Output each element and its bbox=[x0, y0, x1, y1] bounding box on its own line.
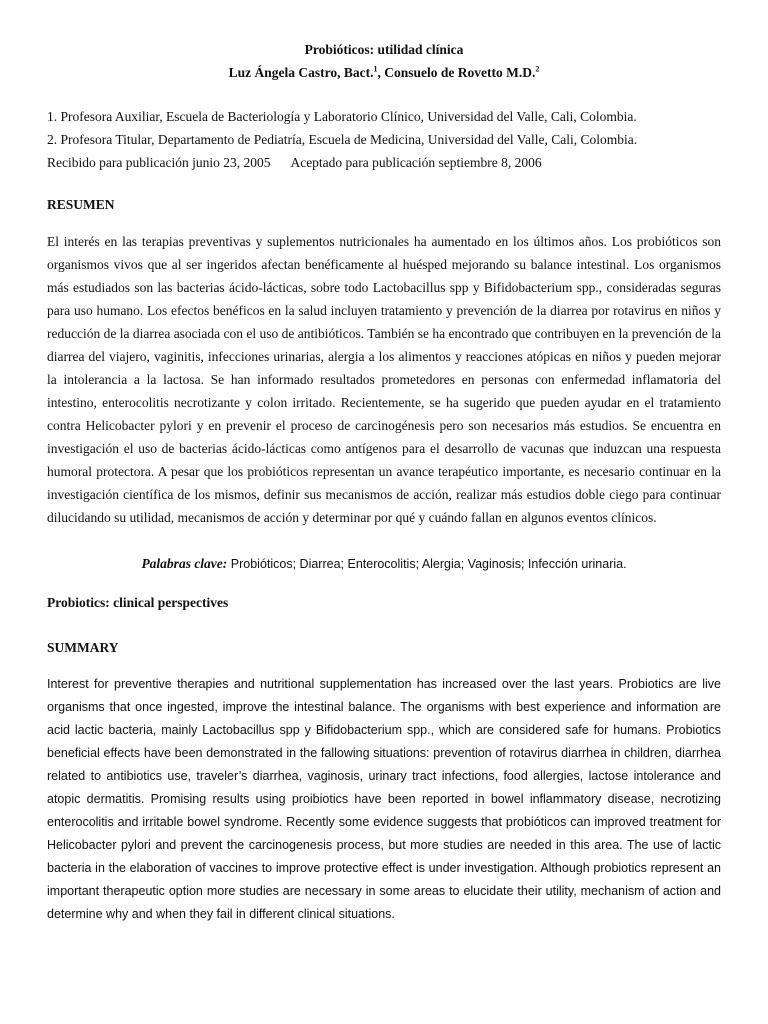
accepted-date: Aceptado para publicación septiembre 8, 2006 bbox=[290, 155, 542, 170]
affiliation-2: 2. Profesora Titular, Departamento de Pediatría, Escuela de Medicina, Universidad del Valle, Cali, Colombia. bbox=[47, 132, 638, 147]
paper-title: Probióticos: utilidad clínica bbox=[304, 42, 464, 57]
document-page bbox=[47, 38, 721, 926]
publication-dates bbox=[47, 151, 721, 174]
summary-text: Interest for preventive therapies and nutritional supplementation has increased over the last years. Probiotics are live organisms that once ingested, improve the intestinal balance. The organisms with best experience and information are acid lactic bacteria, mainly Lactobacillus spp y Bifidobacterium spp., which are considered safe for humans. Probiotics beneficial effects have been demonstrated in the fallowing situations: prevention of rotavirus diarrhea in children, diarrhea related to antibiotics use, traveler’s diarrhea, vaginosis, urinary tract infections, food allergies, lactose intolerance and atopic dermatitis. Promising results using proibiotics have been reported in bowel inflammatory disease, necrotizing enterocolitis and irritable bowel syndrome. Recently some evidence suggests that probióticos can improved treatment for Helicobacter pylori and prevent the carcinogenesis process, but more studies are needed in this area. The use of lactic bacteria in the elaboration of vaccines to improve protective effect is under investigation. Although probiotics represent an important therapeutic option more studies are necessary in some areas to elucidate their utility, mechanism of action and determine why and when they fail in different clinical situations. bbox=[47, 677, 721, 921]
resumen-text: El interés en las terapias preventivas y suplementos nutricionales ha aumentado en los últimos años. Los probióticos son organismos vivos que al ser ingeridos afectan benéficamente al huésped mejorando su balance intestinal. Los organismos más estudiados son las bacterias ácido-lácticas, sobre todo Lactobacillus spp y Bifidobacterium spp., consideradas seguras para uso humano. Los efectos benéficos en la salud incluyen tratamiento y prevención de la diarrea por rotavirus en niños y reducción de la diarrea asociada con el uso de antibióticos. También se ha encontrado que contribuyen en la prevención de la diarrea del viajero, vaginitis, infecciones urinarias, alergia a los alimentos y reacciones atópicas en niños y pueden mejorar la intolerancia a la lactosa. Se han informado resultados prometedores en personas con enfermedad inflamatoria del intestino, enterocolitis necrotizante y colon irritado. Recientemente, se ha sugerido que pueden ayudar en el tratamiento contra Helicobacter pylori y en prevenir el proceso de carcinogénesis pero son necesarios más estudios. Se encuentra en investigación el uso de bacterias ácido-lácticas como antígenos para el desarrollo de vacunas que induzcan una respuesta humoral protectora. A pesar que los probióticos representan un avance terapéutico importante, es necesario continuar en la investigación científica de los mismos, definir sus mecanismos de acción, realizar más estudios doble ciego para continuar dilucidando su utilidad, mecanismos de acción y determinar por qué y cuándo fallan en algunos eventos clínicos. bbox=[47, 234, 721, 525]
author-2-affiliation-marker: 2 bbox=[535, 64, 540, 74]
author-1-affiliation-marker: 1 bbox=[373, 64, 378, 74]
affiliation-1: 1. Profesora Auxiliar, Escuela de Bacteriología y Laboratorio Clínico, Universidad del Valle, Cali, Colombia. bbox=[47, 109, 637, 124]
resumen-heading: RESUMEN bbox=[47, 197, 115, 212]
summary-heading: SUMMARY bbox=[47, 640, 119, 655]
english-title: Probiotics: clinical perspectives bbox=[47, 595, 229, 610]
keywords-label: Palabras clave: bbox=[141, 556, 228, 571]
author-1: Luz Ángela Castro, Bact. bbox=[228, 65, 374, 80]
keywords-list: Probióticos; Diarrea; Enterocolitis; Alergia; Vaginosis; Infección urinaria. bbox=[227, 557, 627, 571]
affiliations bbox=[47, 105, 721, 174]
author-line bbox=[47, 61, 721, 84]
received-date: Recibido para publicación junio 23, 2005 bbox=[47, 155, 271, 170]
keywords-line bbox=[47, 552, 721, 576]
author-2: , Consuelo de Rovetto M.D. bbox=[377, 65, 536, 80]
